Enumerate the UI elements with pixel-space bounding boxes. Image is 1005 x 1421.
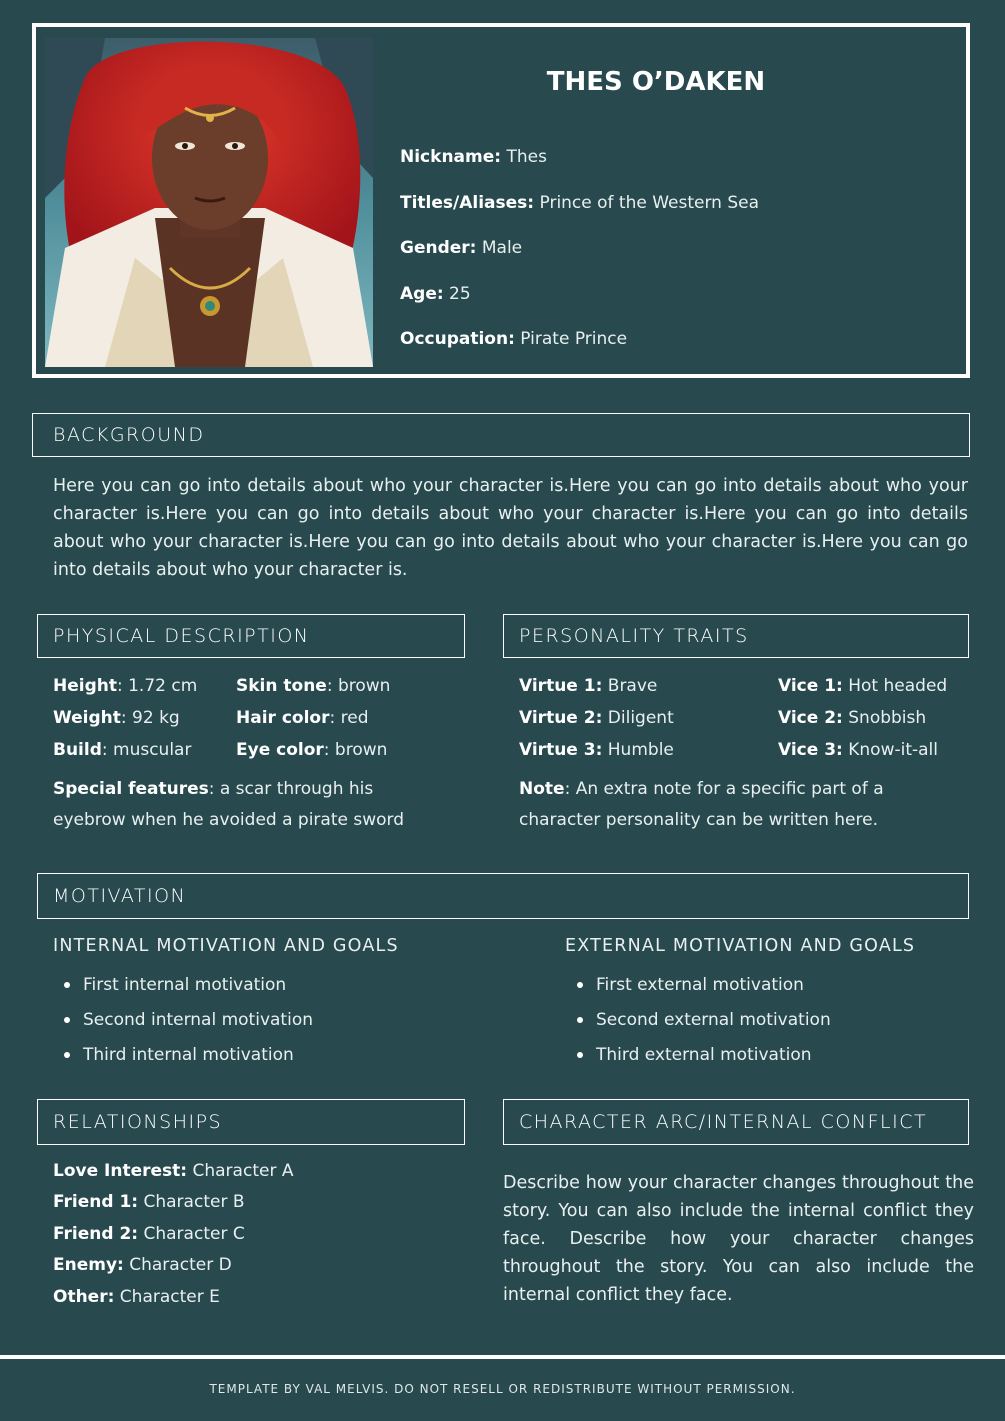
arc-text: Describe how your character changes throughout the story. You can also include the internal conflict they face. Describe how your character changes throughout the story. You can also include the internal conflict they face. <box>503 1173 974 1305</box>
relationship-enemy <box>53 1255 232 1275</box>
character-portrait <box>45 38 373 367</box>
field-value: Thes <box>501 147 547 167</box>
character-name: THES O’DAKEN <box>546 67 766 97</box>
list-item: Second external motivation <box>566 1009 831 1044</box>
field-value: Character C <box>138 1224 245 1244</box>
portrait-illustration <box>45 38 373 367</box>
field-value: : muscular <box>101 740 192 760</box>
field-label: Note <box>519 779 565 799</box>
vice-2 <box>778 708 926 728</box>
field-label: Height <box>53 676 117 696</box>
arc-header <box>503 1099 969 1145</box>
field-value: Hot headed <box>842 676 948 696</box>
field-label: Hair color <box>236 708 330 728</box>
relationship-other <box>53 1287 220 1307</box>
special-features-line1 <box>53 779 373 799</box>
field-label: Skin tone <box>236 676 327 696</box>
field-label: Occupation: <box>400 329 515 349</box>
list-item: Third internal motivation <box>53 1044 313 1079</box>
field-value: Character A <box>187 1161 294 1181</box>
vice-1 <box>778 676 947 696</box>
nickname-field <box>400 147 547 167</box>
footer-divider <box>0 1355 1005 1359</box>
list-item: Second internal motivation <box>53 1009 313 1044</box>
motivation-title: MOTIVATION <box>53 885 187 907</box>
field-label: Love Interest: <box>53 1161 188 1181</box>
field-value: Snobbish <box>842 708 927 728</box>
field-label: Nickname: <box>400 147 502 167</box>
note-line1 <box>519 779 884 799</box>
footer-text: TEMPLATE BY VAL MELVIS. DO NOT RESELL OR REDISTRIBUTE WITHOUT PERMISSION. <box>209 1382 796 1396</box>
age-field <box>400 284 471 304</box>
field-value: Diligent <box>602 708 674 728</box>
field-label: Weight <box>53 708 121 728</box>
list-item: Third external motivation <box>566 1044 831 1079</box>
external-motivation-title: EXTERNAL MOTIVATION AND GOALS <box>565 936 916 956</box>
field-label: Titles/Aliases: <box>400 193 535 213</box>
field-label: Other: <box>53 1287 115 1307</box>
field-value: Brave <box>602 676 658 696</box>
field-label: Vice 1: <box>778 676 843 696</box>
list-item: First external motivation <box>566 974 831 1009</box>
field-label: Virtue 3: <box>519 740 603 760</box>
field-label: Special features <box>53 779 209 799</box>
note-line2: character personality can be written here. <box>519 810 878 830</box>
relationship-friend-2 <box>53 1224 245 1244</box>
relationship-friend-1 <box>53 1192 245 1212</box>
profile-card <box>32 23 970 378</box>
relationship-love-interest <box>53 1161 293 1181</box>
background-title: BACKGROUND <box>53 424 205 446</box>
titles-field <box>400 193 759 213</box>
field-label: Eye color <box>236 740 324 760</box>
field-value: : a scar through his <box>208 779 374 799</box>
relationships-title: RELATIONSHIPS <box>53 1111 223 1133</box>
gender-field <box>400 238 522 258</box>
motivation-header <box>37 873 969 919</box>
field-label: Enemy: <box>53 1255 124 1275</box>
field-value: Character B <box>138 1192 245 1212</box>
field-label: Virtue 2: <box>519 708 603 728</box>
field-value: 25 <box>443 284 471 304</box>
build-field <box>53 740 191 760</box>
occupation-field <box>400 329 627 349</box>
field-value: Know-it-all <box>842 740 938 760</box>
field-label: Vice 2: <box>778 708 843 728</box>
field-value: : brown <box>323 740 388 760</box>
background-header <box>32 413 970 457</box>
personality-title: PERSONALITY TRAITS <box>519 625 749 647</box>
special-features-line2: eyebrow when he avoided a pirate sword <box>53 810 405 830</box>
field-value: : An extra note for a specific part of a <box>564 779 884 799</box>
eye-color-field <box>236 740 387 760</box>
field-value: Character E <box>114 1287 220 1307</box>
field-value: Prince of the Western Sea <box>534 193 760 213</box>
virtue-1 <box>519 676 657 696</box>
field-value: Character D <box>123 1255 232 1275</box>
vice-3 <box>778 740 938 760</box>
field-label: Vice 3: <box>778 740 843 760</box>
field-value: Pirate Prince <box>514 329 628 349</box>
field-label: Age: <box>400 284 444 304</box>
skin-tone-field <box>236 676 390 696</box>
internal-motivation-title: INTERNAL MOTIVATION AND GOALS <box>53 936 399 956</box>
field-label: Build <box>53 740 102 760</box>
virtue-3 <box>519 740 674 760</box>
background-text: Here you can go into details about who your character is.Here you can go into details about who your character is.Here you can go into details about who your character is.Here you can go into details about who your character is.Here you can go into details about who your character is.Here you can go into details about who your character is. <box>53 476 968 580</box>
field-label: Gender: <box>400 238 477 258</box>
field-label: Virtue 1: <box>519 676 603 696</box>
height-field <box>53 676 197 696</box>
field-label: Friend 1: <box>53 1192 139 1212</box>
field-value: Male <box>476 238 523 258</box>
physical-header <box>37 614 465 658</box>
external-motivation-list <box>566 974 831 1079</box>
field-value: : red <box>329 708 369 728</box>
virtue-2 <box>519 708 674 728</box>
list-item: First internal motivation <box>53 974 313 1009</box>
hair-color-field <box>236 708 368 728</box>
field-value: : 1.72 cm <box>116 676 198 696</box>
field-label: Friend 2: <box>53 1224 139 1244</box>
personality-header <box>503 614 969 658</box>
arc-title: CHARACTER ARC/INTERNAL CONFLICT <box>519 1111 928 1133</box>
field-value: : 92 kg <box>120 708 180 728</box>
physical-title: PHYSICAL DESCRIPTION <box>53 625 310 647</box>
weight-field <box>53 708 180 728</box>
relationships-header <box>37 1099 465 1145</box>
internal-motivation-list <box>53 974 313 1079</box>
field-value: Humble <box>602 740 674 760</box>
field-value: : brown <box>326 676 391 696</box>
